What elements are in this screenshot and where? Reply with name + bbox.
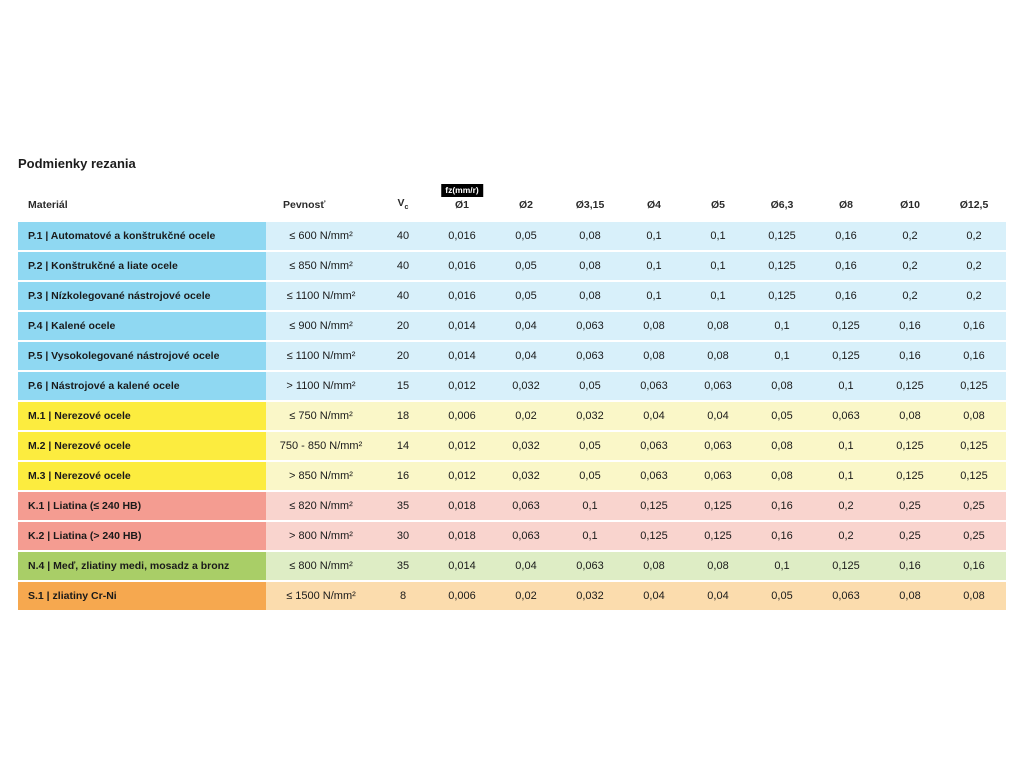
table-row [18,252,1006,280]
table-body [18,222,1006,610]
col-header-d6: Ø6,3 [770,199,794,211]
table-row [18,492,1006,520]
fz-value-cell: 0,04 [622,402,686,430]
fz-value-cell: 0,125 [814,312,878,340]
fz-value-cell: 0,063 [622,462,686,490]
col-header-d1 [430,186,494,220]
fz-value-cell: 0,006 [430,582,494,610]
header-row [18,186,1006,220]
material-cell: M.3 | Nerezové ocele [18,462,266,490]
table-row [18,462,1006,490]
fz-value-cell: 0,063 [558,552,622,580]
data-table [18,184,1006,612]
fz-value-cell: 0,05 [750,582,814,610]
fz-value-cell: 0,1 [558,492,622,520]
fz-value-cell: 0,16 [878,312,942,340]
fz-value-cell: 0,125 [878,432,942,460]
fz-value-cell: 0,125 [942,432,1006,460]
table-row [18,552,1006,580]
fz-value-cell: 0,25 [942,522,1006,550]
pevnost-cell: ≤ 1500 N/mm² [266,582,376,610]
table-row [18,582,1006,610]
material-cell: P.3 | Nízkolegované nástrojové ocele [18,282,266,310]
col-header-material: Materiál [28,199,68,211]
vc-cell: 40 [376,282,430,310]
page-title: Podmienky rezania [18,156,136,171]
fz-value-cell: 0,125 [814,552,878,580]
fz-value-cell: 0,08 [750,462,814,490]
vc-cell: 35 [376,552,430,580]
fz-value-cell: 0,063 [558,342,622,370]
table-row [18,342,1006,370]
fz-value-cell: 0,2 [814,492,878,520]
fz-value-cell: 0,08 [686,312,750,340]
fz-value-cell: 0,05 [558,372,622,400]
material-cell: S.1 | zliatiny Cr-Ni [18,582,266,610]
fz-value-cell: 0,1 [622,222,686,250]
fz-value-cell: 0,16 [942,312,1006,340]
fz-value-cell: 0,16 [814,282,878,310]
fz-value-cell: 0,063 [686,372,750,400]
fz-value-cell: 0,125 [750,252,814,280]
fz-value-cell: 0,016 [430,282,494,310]
fz-value-cell: 0,125 [622,492,686,520]
fz-value-cell: 0,02 [494,582,558,610]
vc-cell: 30 [376,522,430,550]
fz-value-cell: 0,125 [750,222,814,250]
fz-value-cell: 0,08 [750,432,814,460]
fz-value-cell: 0,2 [878,222,942,250]
material-cell: P.2 | Konštrukčné a liate ocele [18,252,266,280]
fz-value-cell: 0,125 [942,462,1006,490]
vc-symbol: V [397,196,405,209]
fz-value-cell: 0,063 [686,432,750,460]
fz-value-cell: 0,1 [814,432,878,460]
d1-label: Ø1 [454,199,469,211]
fz-value-cell: 0,032 [494,372,558,400]
fz-value-cell: 0,08 [622,342,686,370]
fz-unit-badge: fz(mm/r) [441,184,483,197]
col-header-d4: Ø4 [646,199,661,211]
vc-cell: 40 [376,222,430,250]
fz-value-cell: 0,014 [430,552,494,580]
fz-value-cell: 0,125 [750,282,814,310]
fz-value-cell: 0,006 [430,402,494,430]
table-row [18,522,1006,550]
col-header-vc [376,186,430,220]
fz-value-cell: 0,04 [494,342,558,370]
fz-value-cell: 0,05 [750,402,814,430]
vc-cell: 20 [376,342,430,370]
fz-value-cell: 0,012 [430,372,494,400]
table-row [18,312,1006,340]
fz-value-cell: 0,04 [686,582,750,610]
fz-value-cell: 0,032 [558,582,622,610]
fz-value-cell: 0,063 [814,402,878,430]
col-header-d7: Ø8 [838,199,853,211]
cutting-conditions-table [18,184,1006,612]
fz-value-cell: 0,1 [814,372,878,400]
fz-value-cell: 0,018 [430,492,494,520]
fz-value-cell: 0,16 [814,222,878,250]
fz-value-cell: 0,08 [622,552,686,580]
vc-cell: 18 [376,402,430,430]
fz-value-cell: 0,16 [942,552,1006,580]
fz-value-cell: 0,1 [750,342,814,370]
fz-value-cell: 0,16 [942,342,1006,370]
fz-value-cell: 0,2 [942,222,1006,250]
material-cell: P.5 | Vysokolegované nástrojové ocele [18,342,266,370]
fz-value-cell: 0,08 [686,552,750,580]
vc-cell: 20 [376,312,430,340]
fz-value-cell: 0,125 [686,492,750,520]
material-cell: P.4 | Kalené ocele [18,312,266,340]
fz-value-cell: 0,02 [494,402,558,430]
fz-value-cell: 0,018 [430,522,494,550]
pevnost-cell: ≤ 800 N/mm² [266,552,376,580]
pevnost-cell: ≤ 850 N/mm² [266,252,376,280]
fz-value-cell: 0,16 [878,342,942,370]
table-row [18,432,1006,460]
fz-value-cell: 0,16 [878,552,942,580]
fz-value-cell: 0,032 [494,432,558,460]
vc-cell: 8 [376,582,430,610]
fz-value-cell: 0,08 [558,252,622,280]
pevnost-cell: ≤ 900 N/mm² [266,312,376,340]
fz-value-cell: 0,2 [942,282,1006,310]
fz-value-cell: 0,04 [686,402,750,430]
vc-cell: 16 [376,462,430,490]
fz-value-cell: 0,08 [942,402,1006,430]
fz-value-cell: 0,05 [494,222,558,250]
fz-value-cell: 0,014 [430,342,494,370]
material-cell: P.1 | Automatové a konštrukčné ocele [18,222,266,250]
fz-value-cell: 0,016 [430,252,494,280]
pevnost-cell: > 1100 N/mm² [266,372,376,400]
material-cell: M.2 | Nerezové ocele [18,432,266,460]
fz-value-cell: 0,25 [878,492,942,520]
fz-value-cell: 0,014 [430,312,494,340]
pevnost-cell: ≤ 1100 N/mm² [266,342,376,370]
fz-value-cell: 0,08 [558,222,622,250]
fz-value-cell: 0,1 [686,252,750,280]
fz-value-cell: 0,05 [558,432,622,460]
fz-value-cell: 0,2 [878,282,942,310]
vc-subscript: c [404,204,409,211]
fz-value-cell: 0,05 [494,282,558,310]
pevnost-cell: ≤ 1100 N/mm² [266,282,376,310]
fz-value-cell: 0,125 [814,342,878,370]
fz-value-cell: 0,08 [750,372,814,400]
pevnost-cell: > 800 N/mm² [266,522,376,550]
fz-value-cell: 0,1 [622,252,686,280]
fz-value-cell: 0,25 [942,492,1006,520]
fz-value-cell: 0,063 [814,582,878,610]
vc-cell: 15 [376,372,430,400]
col-header-d3: Ø3,15 [575,199,605,211]
fz-value-cell: 0,04 [494,552,558,580]
fz-value-cell: 0,1 [814,462,878,490]
fz-value-cell: 0,1 [558,522,622,550]
fz-value-cell: 0,16 [750,522,814,550]
fz-value-cell: 0,25 [878,522,942,550]
fz-value-cell: 0,08 [878,402,942,430]
fz-value-cell: 0,125 [942,372,1006,400]
fz-value-cell: 0,032 [494,462,558,490]
fz-value-cell: 0,16 [750,492,814,520]
table-row [18,282,1006,310]
col-header-d2: Ø2 [518,199,533,211]
fz-value-cell: 0,125 [686,522,750,550]
pevnost-cell: ≤ 750 N/mm² [266,402,376,430]
col-header-pevnost: Pevnosť [283,199,326,211]
fz-value-cell: 0,04 [622,582,686,610]
fz-value-cell: 0,1 [686,222,750,250]
fz-value-cell: 0,05 [494,252,558,280]
table-row [18,402,1006,430]
col-header-d8: Ø10 [900,199,920,211]
fz-value-cell: 0,012 [430,432,494,460]
fz-value-cell: 0,16 [814,252,878,280]
material-cell: K.1 | Liatina (≤ 240 HB) [18,492,266,520]
material-cell: N.4 | Meď, zliatiny medi, mosadz a bronz [18,552,266,580]
pevnost-cell: > 850 N/mm² [266,462,376,490]
vc-cell: 40 [376,252,430,280]
fz-value-cell: 0,08 [942,582,1006,610]
table-row [18,372,1006,400]
fz-value-cell: 0,1 [686,282,750,310]
fz-value-cell: 0,032 [558,402,622,430]
fz-value-cell: 0,08 [622,312,686,340]
fz-value-cell: 0,125 [878,372,942,400]
material-cell: P.6 | Nástrojové a kalené ocele [18,372,266,400]
pevnost-cell: ≤ 820 N/mm² [266,492,376,520]
fz-value-cell: 0,063 [494,492,558,520]
fz-value-cell: 0,063 [622,372,686,400]
fz-value-cell: 0,063 [686,462,750,490]
fz-value-cell: 0,012 [430,462,494,490]
fz-value-cell: 0,05 [558,462,622,490]
material-cell: K.2 | Liatina (> 240 HB) [18,522,266,550]
fz-value-cell: 0,125 [878,462,942,490]
fz-value-cell: 0,2 [878,252,942,280]
fz-value-cell: 0,125 [622,522,686,550]
pevnost-cell: 750 - 850 N/mm² [266,432,376,460]
fz-value-cell: 0,063 [494,522,558,550]
fz-value-cell: 0,2 [814,522,878,550]
fz-value-cell: 0,016 [430,222,494,250]
col-header-d9: Ø12,5 [959,199,989,211]
fz-value-cell: 0,1 [622,282,686,310]
material-cell: M.1 | Nerezové ocele [18,402,266,430]
fz-value-cell: 0,1 [750,552,814,580]
fz-value-cell: 0,2 [942,252,1006,280]
fz-value-cell: 0,063 [558,312,622,340]
fz-value-cell: 0,08 [878,582,942,610]
fz-value-cell: 0,08 [686,342,750,370]
pevnost-cell: ≤ 600 N/mm² [266,222,376,250]
vc-cell: 35 [376,492,430,520]
fz-value-cell: 0,04 [494,312,558,340]
fz-value-cell: 0,063 [622,432,686,460]
vc-cell: 14 [376,432,430,460]
col-header-d5: Ø5 [710,199,725,211]
table-row [18,222,1006,250]
fz-value-cell: 0,08 [558,282,622,310]
fz-value-cell: 0,1 [750,312,814,340]
